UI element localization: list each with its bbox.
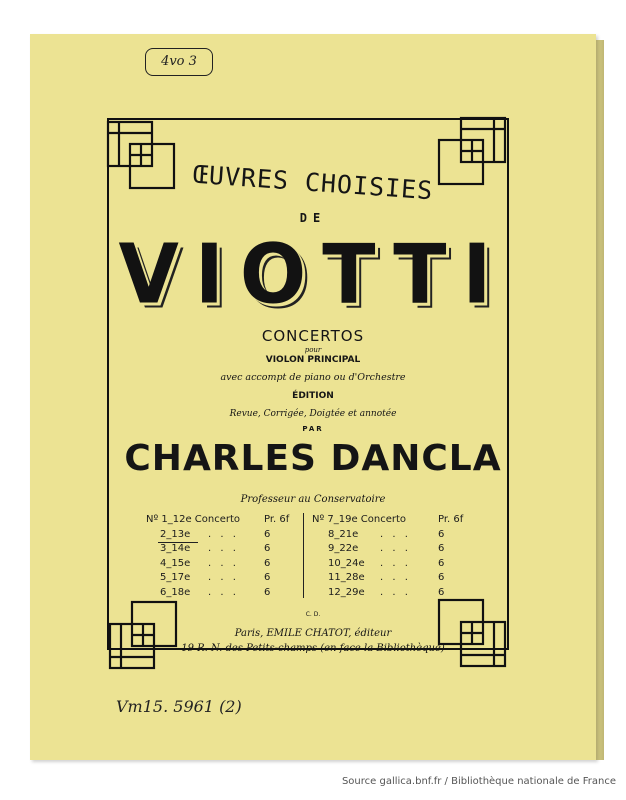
- catalog-price: 6: [264, 586, 271, 598]
- catalog-number: Nº 1_12e Concerto: [146, 514, 241, 525]
- title-oeuvres-choisies: ŒUVRES CHOISIES: [191, 159, 435, 206]
- catalog-row: 3_14e . . . 6: [160, 543, 271, 554]
- accompaniment: avec accompt de piano ou d'Orchestre: [220, 372, 406, 383]
- pour-text: pour: [304, 346, 322, 354]
- revision-note: Revue, Corrigée, Doigtée et annotée: [229, 409, 397, 419]
- catalog-left: [146, 514, 291, 601]
- work-type: CONCERTOS: [261, 327, 365, 345]
- catalog-price: 6: [264, 557, 271, 569]
- editor-name: CHARLES DANCLA: [124, 438, 502, 479]
- catalog-right: [312, 514, 464, 601]
- catalog-row: 4_15e . . . 6: [160, 557, 271, 569]
- catalog-row: 6_18e . . . 6: [160, 586, 271, 598]
- edition-label: ÉDITION: [292, 391, 334, 401]
- publisher-name: Paris, EMILE CHATOT, éditeur: [234, 628, 392, 639]
- catalog-row: 9_22e . . . 6: [328, 543, 445, 554]
- catalog-row: 11_28e . . . 6: [328, 572, 445, 583]
- catalog-number: 2_13e: [160, 528, 191, 540]
- catalog-row: 12_29e . . . 6: [328, 586, 445, 598]
- catalog-row: [146, 514, 291, 529]
- catalog-underline: [158, 542, 198, 543]
- source-footer: Source gallica.bnf.fr / Bibliothèque nationale de France: [341, 776, 616, 787]
- catalog-number: 10_24e: [328, 557, 365, 569]
- catalog-price: Pr. 6f: [264, 514, 290, 525]
- instrument: VIOLON PRINCIPAL: [265, 355, 361, 365]
- shelfmark-handwritten: Vm15. 5961 (2): [116, 697, 242, 716]
- catalog-number: 3_14e: [160, 543, 191, 554]
- catalog-row: 2_13e . . . 6: [160, 528, 271, 540]
- publisher-address: 19 R. N. des Petits-champs (en face la Bibliothèque): [181, 643, 445, 654]
- plate-mark: C. D.: [305, 611, 321, 618]
- catalog-row: 10_24e . . . 6: [328, 557, 445, 569]
- catalog-number: Nº 7_19e Concerto: [312, 514, 407, 525]
- editor-role: Professeur au Conservatoire: [240, 494, 386, 505]
- corner-ornament-top-right: [437, 116, 507, 186]
- catalog-row: 8_21e . . . 6: [328, 528, 445, 540]
- catalog-price: 6: [438, 557, 445, 569]
- par-text: PAR: [302, 425, 324, 433]
- catalog-price: 6: [438, 543, 445, 554]
- catalog-number: 4_15e: [160, 557, 191, 569]
- catalog-price: 6: [438, 572, 445, 583]
- catalog-number: 8_21e: [328, 528, 359, 540]
- catalog-price: 6: [264, 543, 271, 554]
- catalog-number: 6_18e: [160, 586, 191, 598]
- catalog-divider: [303, 513, 304, 598]
- catalog-row: [312, 514, 464, 529]
- composer-name: VIOTTI: [118, 227, 508, 323]
- catalog-price: Pr. 6f: [438, 514, 464, 525]
- catalog-price: 6: [264, 572, 271, 583]
- catalog-number: 11_28e: [328, 572, 365, 583]
- library-stamp: 4vo 3: [145, 48, 213, 76]
- title-de: DE: [299, 211, 327, 225]
- catalog-number: 9_22e: [328, 543, 359, 554]
- catalog-row: 5_17e . . . 6: [160, 572, 271, 583]
- catalog-price: 6: [438, 528, 445, 540]
- catalog-price: 6: [438, 586, 445, 598]
- catalog-number: 12_29e: [328, 586, 365, 598]
- catalog-number: 5_17e: [160, 572, 191, 583]
- catalog-price: 6: [264, 528, 271, 540]
